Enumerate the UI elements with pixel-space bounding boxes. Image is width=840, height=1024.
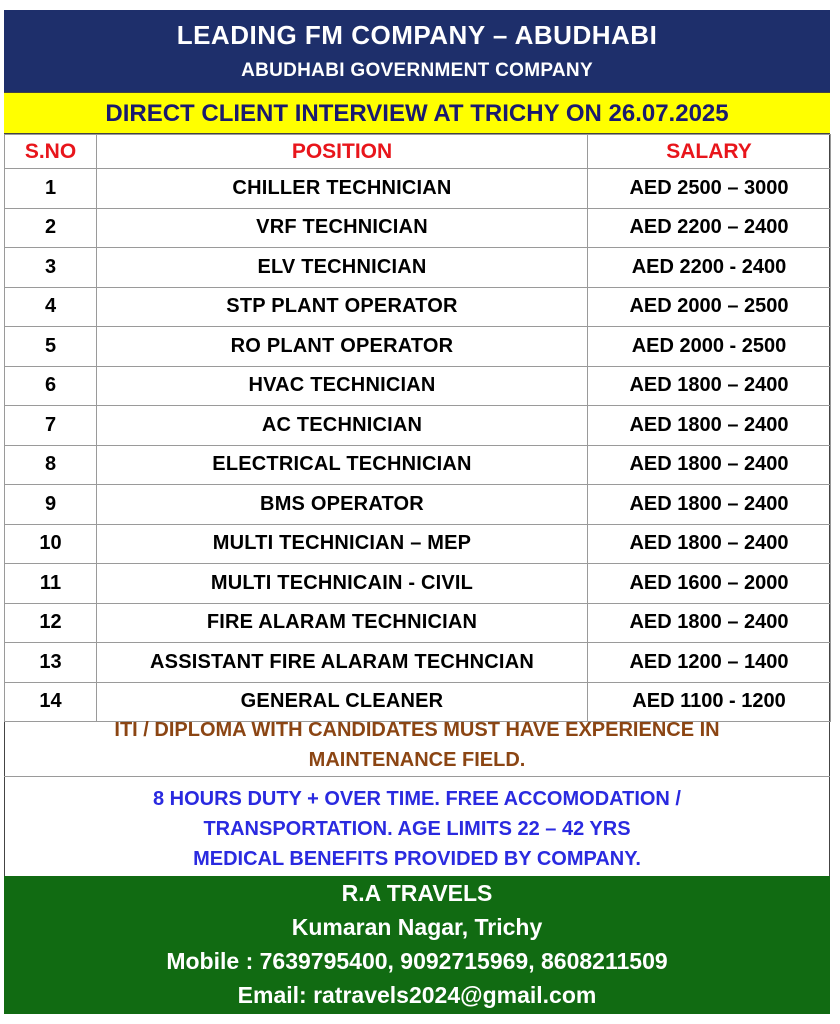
cell-salary: AED 1800 – 2400 xyxy=(588,524,831,564)
cell-sno: 7 xyxy=(5,406,97,446)
table-row xyxy=(5,524,831,564)
cell-sno: 1 xyxy=(5,169,97,209)
cell-position: MULTI TECHNICAIN - CIVIL xyxy=(97,564,588,604)
cell-salary: AED 1600 – 2000 xyxy=(588,564,831,604)
cell-salary: AED 2000 – 2500 xyxy=(588,287,831,327)
header-title: LEADING FM COMPANY – ABUDHABI xyxy=(176,20,658,50)
benefits-line-1: 8 HOURS DUTY + OVER TIME. FREE ACCOMODATION / xyxy=(152,788,681,810)
cell-sno: 12 xyxy=(5,603,97,643)
table-row xyxy=(5,485,831,525)
cell-sno: 9 xyxy=(5,485,97,525)
cell-salary: AED 2500 – 3000 xyxy=(588,169,831,209)
table-row xyxy=(5,169,831,209)
cell-position: GENERAL CLEANER xyxy=(97,682,588,722)
cell-sno: 13 xyxy=(5,643,97,683)
table-row xyxy=(5,366,831,406)
benefits-line-3: MEDICAL BENEFITS PROVIDED BY COMPANY. xyxy=(193,848,641,870)
table-row xyxy=(5,248,831,288)
cell-sno: 11 xyxy=(5,564,97,604)
cell-salary: AED 1100 - 1200 xyxy=(588,682,831,722)
cell-salary: AED 1800 – 2400 xyxy=(588,445,831,485)
cell-position: ASSISTANT FIRE ALARAM TECHNCIAN xyxy=(97,643,588,683)
cell-salary: AED 1800 – 2400 xyxy=(588,603,831,643)
cell-position: MULTI TECHNICIAN – MEP xyxy=(97,524,588,564)
cell-position: RO PLANT OPERATOR xyxy=(97,327,588,367)
jobs-table-body xyxy=(5,169,831,722)
header xyxy=(4,10,830,92)
table-row xyxy=(5,406,831,446)
table-header-row xyxy=(5,135,831,169)
requirements-line-1: ITI / DIPLOMA WITH CANDIDATES MUST HAVE EXPERIENCE IN xyxy=(114,719,720,741)
requirements-note xyxy=(4,711,830,777)
cell-position: ELV TECHNICIAN xyxy=(97,248,588,288)
agency-email: Email: ratravels2024@gmail.com xyxy=(237,982,597,1008)
cell-position: STP PLANT OPERATOR xyxy=(97,287,588,327)
cell-sno: 6 xyxy=(5,366,97,406)
cell-position: HVAC TECHNICIAN xyxy=(97,366,588,406)
interview-banner: DIRECT CLIENT INTERVIEW AT TRICHY ON 26.07.2025 xyxy=(4,92,830,134)
cell-salary: AED 1800 – 2400 xyxy=(588,485,831,525)
table-row xyxy=(5,287,831,327)
table-row xyxy=(5,603,831,643)
header-subtitle: ABUDHABI GOVERNMENT COMPANY xyxy=(241,60,593,81)
cell-sno: 4 xyxy=(5,287,97,327)
contact-footer xyxy=(4,876,830,1014)
cell-salary: AED 1200 – 1400 xyxy=(588,643,831,683)
jobs-table xyxy=(4,134,831,722)
cell-salary: AED 2000 - 2500 xyxy=(588,327,831,367)
cell-position: VRF TECHNICIAN xyxy=(97,208,588,248)
cell-salary: AED 1800 – 2400 xyxy=(588,366,831,406)
cell-salary: AED 2200 - 2400 xyxy=(588,248,831,288)
cell-salary: AED 2200 – 2400 xyxy=(588,208,831,248)
column-header-sno: S.NO xyxy=(5,135,97,169)
column-header-salary: SALARY xyxy=(588,135,831,169)
cell-position: ELECTRICAL TECHNICIAN xyxy=(97,445,588,485)
benefits-line-2: TRANSPORTATION. AGE LIMITS 22 – 42 YRS xyxy=(203,818,631,840)
benefits-note xyxy=(4,778,830,876)
agency-address: Kumaran Nagar, Trichy xyxy=(291,914,543,940)
cell-position: FIRE ALARAM TECHNICIAN xyxy=(97,603,588,643)
cell-sno: 5 xyxy=(5,327,97,367)
table-row xyxy=(5,564,831,604)
table-row xyxy=(5,445,831,485)
cell-sno: 2 xyxy=(5,208,97,248)
table-row xyxy=(5,643,831,683)
cell-position: BMS OPERATOR xyxy=(97,485,588,525)
agency-mobile: Mobile : 7639795400, 9092715969, 8608211509 xyxy=(166,948,668,974)
cell-position: CHILLER TECHNICIAN xyxy=(97,169,588,209)
cell-sno: 10 xyxy=(5,524,97,564)
cell-sno: 3 xyxy=(5,248,97,288)
table-row xyxy=(5,208,831,248)
requirements-line-2: MAINTENANCE FIELD. xyxy=(308,749,526,771)
cell-sno: 8 xyxy=(5,445,97,485)
cell-salary: AED 1800 – 2400 xyxy=(588,406,831,446)
agency-name: R.A TRAVELS xyxy=(341,880,493,906)
cell-position: AC TECHNICIAN xyxy=(97,406,588,446)
table-row xyxy=(5,327,831,367)
column-header-position: POSITION xyxy=(97,135,588,169)
cell-sno: 14 xyxy=(5,682,97,722)
